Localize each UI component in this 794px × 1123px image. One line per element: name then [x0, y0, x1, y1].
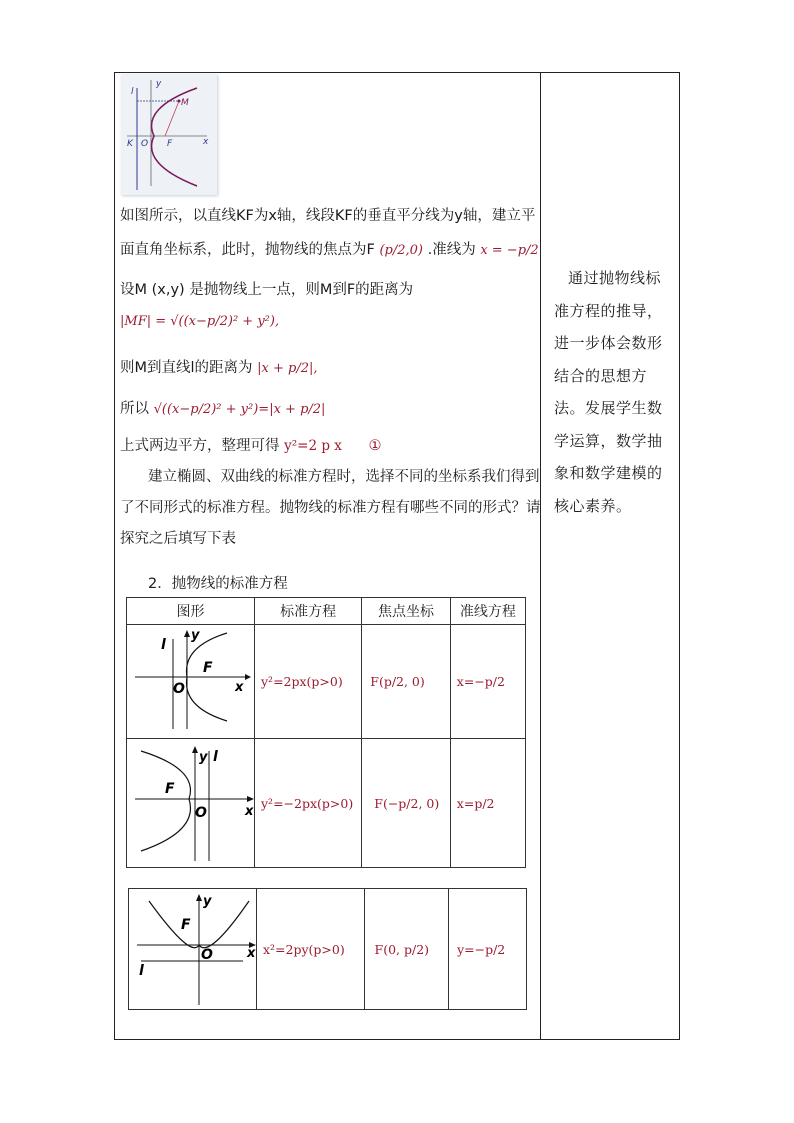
table-row	[127, 739, 526, 868]
row2-figure	[127, 739, 255, 868]
row3-fig-label-f: F	[181, 917, 191, 933]
fig-label-o: O	[141, 139, 149, 149]
header-figure: 图形	[127, 598, 255, 625]
row1-fig-label-x: x	[235, 680, 244, 695]
row1-figure	[127, 625, 255, 739]
section-title: 2．抛物线的标准方程	[148, 576, 288, 592]
header-equation: 标准方程	[255, 598, 362, 625]
distance-line	[120, 356, 318, 377]
mf-formula: |MF| = √((x−p/2)² + y²),	[120, 314, 280, 329]
row2-fig-label-o: O	[195, 805, 207, 821]
row2-fig-label-y: y	[199, 750, 208, 765]
row2-focus: F(−p/2, 0)	[362, 739, 451, 868]
squaring-line	[120, 434, 382, 455]
fig-label-x: x	[203, 137, 209, 147]
standard-equation-table-continued	[128, 888, 527, 1010]
table-row	[129, 889, 527, 1010]
row3-figure	[129, 889, 257, 1010]
row3-equation: x²=2py(p>0)	[257, 889, 365, 1010]
row3-fig-label-o: O	[201, 947, 213, 963]
row2-equation: y²=−2px(p>0)	[255, 739, 362, 868]
equation-line	[120, 397, 325, 418]
para1-line2	[120, 238, 539, 259]
row2-directrix: x=p/2	[450, 739, 525, 868]
row1-fig-label-l: l	[161, 637, 166, 653]
point-line: 设M (x,y) 是抛物线上一点，则M到F的距离为	[120, 282, 414, 298]
derivation-figure	[121, 74, 217, 195]
equation-line-prefix: 所以	[120, 401, 149, 417]
equation-formula: √((x−p/2)² + y²)=|x + p/2|	[153, 402, 326, 417]
fig-label-y: y	[156, 79, 162, 89]
directrix-label: .准线为	[427, 242, 476, 258]
para1-line1: 如图所示，以直线KF为x轴，线段KF的垂直平分线为y轴，建立平	[120, 208, 536, 224]
para2-line2: 了不同形式的标准方程。抛物线的标准方程有哪些不同的形式？请	[120, 500, 541, 516]
row3-directrix: y=−p/2	[449, 889, 527, 1010]
focus-coord: (p/2,0)	[379, 243, 423, 258]
row3-fig-label-l: l	[139, 963, 144, 979]
result-formula: y²=2 p x	[284, 438, 342, 454]
directrix-eq: x = −p/2	[480, 243, 539, 258]
row3-fig-label-x: x	[247, 946, 256, 961]
para2-line3: 探究之后填写下表	[120, 531, 236, 547]
row1-fig-label-y: y	[191, 628, 200, 643]
row2-fig-label-f: F	[165, 781, 175, 797]
row1-equation: y²=2px(p>0)	[255, 625, 362, 739]
fig-label-l: l	[131, 87, 134, 97]
row1-directrix: x=−p/2	[450, 625, 525, 739]
row1-focus: F(p/2, 0)	[362, 625, 451, 739]
para2-line1: 建立椭圆、双曲线的标准方程时，选择不同的坐标系我们得到	[148, 469, 540, 485]
para1-line2-prefix: 面直角坐标系，此时，抛物线的焦点为F	[120, 242, 375, 258]
distance-formula: |x + p/2|,	[257, 361, 318, 376]
column-divider	[540, 72, 541, 1040]
table-row	[127, 625, 526, 739]
fig-label-m: M	[181, 98, 189, 108]
distance-line-prefix: 则M到直线l的距离为	[120, 360, 253, 376]
row3-focus: F(0, p/2)	[364, 889, 449, 1010]
equation-number-mark: ①	[368, 438, 382, 454]
fig-label-f: F	[167, 139, 173, 149]
fig-label-k: K	[127, 139, 133, 149]
row1-fig-label-o: O	[173, 681, 185, 697]
table-header-row	[127, 598, 526, 625]
squaring-line-prefix: 上式两边平方，整理可得	[120, 438, 280, 454]
header-focus: 焦点坐标	[362, 598, 451, 625]
row3-fig-label-y: y	[203, 894, 212, 909]
standard-equation-table	[126, 597, 526, 868]
row1-fig-label-f: F	[203, 660, 213, 676]
row2-fig-label-x: x	[245, 804, 254, 819]
header-directrix: 准线方程	[450, 598, 525, 625]
row2-fig-label-l: l	[213, 749, 218, 765]
side-note: 通过抛物线标准方程的推导，进一步体会数形结合的思想方法。发展学生数学运算，数学抽象和数学建模的核心素养。	[554, 269, 663, 515]
